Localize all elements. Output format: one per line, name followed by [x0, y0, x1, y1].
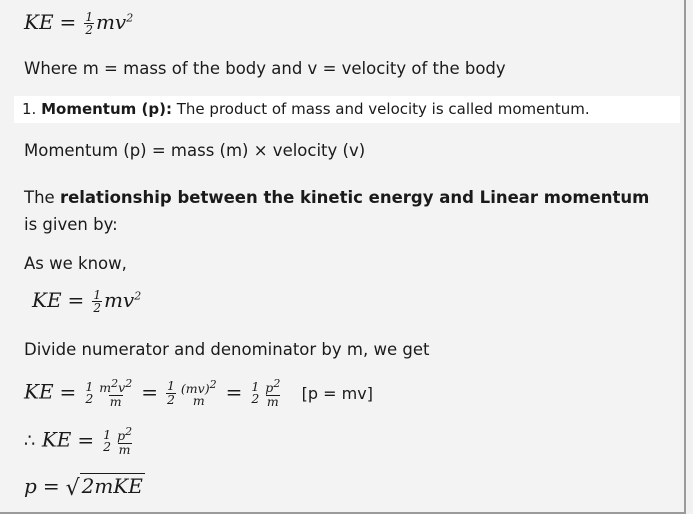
final-formula: p = √ 2mKE [24, 474, 143, 501]
fraction-m2v2-over-m: $\frac{m^2v^2}{m}$ [99, 377, 133, 409]
list-definition: The product of mass and velocity is called momentum. [176, 100, 590, 118]
list-term: Momentum (p) [41, 100, 166, 118]
square-root: √ 2mKE [65, 474, 143, 501]
list-item: 1. Momentum (p): The product of mass and velocity is called momentum. [22, 100, 590, 118]
ke-label: KE [24, 10, 54, 34]
as-we-know-text: As we know, [24, 254, 127, 273]
fraction-p2-over-m: $\frac{p^2}{m}$ [117, 425, 133, 457]
half-fraction: $\frac{1}{2}$ [93, 288, 101, 315]
ke-formula-top: KE = $\frac{1}{2}$ $mv^2$ [24, 10, 134, 37]
therefore-line: ∴ KE = 1 2 $\frac{p^2}{m}$ [24, 425, 133, 457]
therefore-symbol: ∴ [24, 430, 36, 452]
mv-term: mv [95, 10, 127, 34]
divide-text: Divide numerator and denominator by m, we get [24, 340, 430, 359]
momentum-definition-box [14, 96, 680, 123]
fraction-p2-over-m: $\frac{p^2}{m}$ [265, 377, 281, 409]
ke-formula-middle: KE = $\frac{1}{2}$ $mv^2$ [32, 288, 142, 315]
half-fraction: $\frac{1}{2}$ [85, 10, 93, 37]
list-number: 1. [22, 100, 37, 118]
fraction-mv2-over-m: (mv)$^2$ m [180, 377, 217, 409]
momentum-formula-text: Momentum (p) = mass (m) × velocity (v) [24, 141, 366, 160]
where-text: Where m = mass of the body and v = velocity of the body [24, 59, 506, 78]
relationship-paragraph: The relationship between the kinetic energy and Linear momentum is given by: [24, 188, 650, 234]
derivation-line: KE = 1 2 $\frac{m^2v^2}{m}$ = $\frac{1}{2}$ (mv)$^2$ m = 1 2 $\frac{p^2}{m}$ [p = mv] [24, 377, 373, 409]
relationship-bold: relationship between the kinetic energy and Linear momentum [59, 188, 650, 207]
p-equals-mv-note: [p = mv] [301, 383, 373, 403]
equals-sign: = [59, 10, 77, 34]
